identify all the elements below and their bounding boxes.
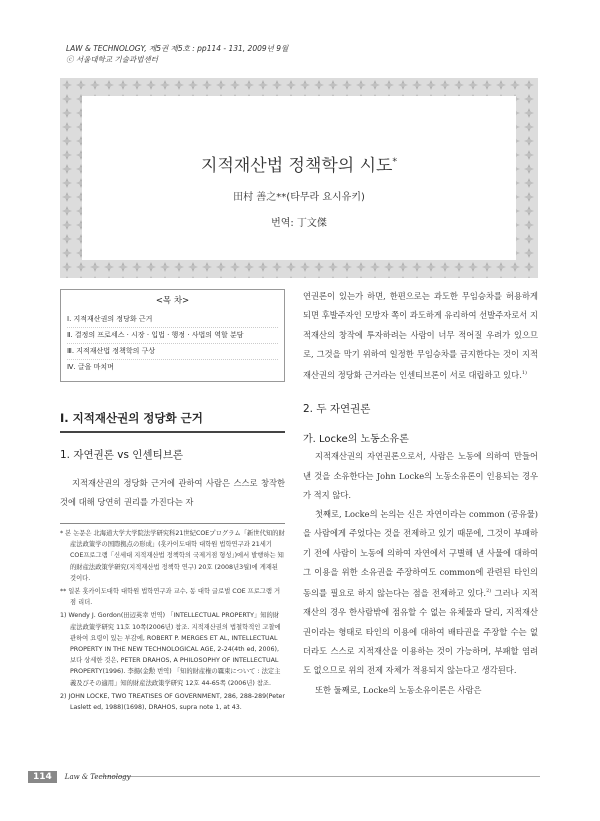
- table-of-contents: [60, 289, 285, 382]
- paragraph: 또한 둘째로, Locke의 노동소유이론은 사람은: [315, 684, 482, 695]
- subsection-heading: 2. 두 자연권론: [303, 403, 371, 416]
- paragraph: 첫째로, Locke의 논의는 신은 자연이라는 common (공유물)을 사람에게 주었다는 것을 전제하고 있기 때문에, 그것이 부패하기 전에 사람이 노동에 의하여 자연에서 구별해 낸 사물에 대하여 그 이용을 위한 소유권을 주장하여도 common에 관련된 타인의 동의를 필요로 하지 않는다는 점을 전제하고 있다.$^{2)}$ 그러나 지적재산의 경우 한사람밖에 점유할 수 없는 유체물과 달리, 지적재산권이라는 형태로 타인의 이용에 대하여 배타권을 주장할 수는 없더라도 스스로 지적재산을 이용하는 것이 가능하며, 부패할 염려도 없으므로 위의 전제 자체가 적용되지 않는다고 생각된다.: [303, 509, 538, 676]
- page-number: 114: [28, 771, 57, 783]
- footnote: ** 일본 홋카이도대학 대학원 법학연구과 교수, 동 대학 글로벌 COE 프로그램 거점 리더.: [60, 588, 281, 607]
- footer-journal: Law & Technology: [64, 772, 131, 781]
- footnote: 1) Wendy J. Gordon(田辺英幸 번역) 「INTELLECTUAL PROPERTY」知的財産法政策学研究 11호 10쪽(2006년) 참조. 지적재산권의 법철학적인 고찰에 관하여 요령이 있는 부감에, ROBERT P. MERGES ET AL, INTELLECTUAL PROPERTY IN THE NEW TECHNOLOGICAL AGE, 2-24(4th ed, 2006), 보다 상세한 것은, PETER DRAHOS, A PHILOSOPHY OF INTELLECTUAL PROPERTY(1996). 李揚(金勲 번역) 「知的財産権の羈束について : 法定主義及びその適用」知的財産法政策学研究 12호 44-65쪽 (2006년) 참조.: [60, 612, 281, 687]
- footnotes: [60, 523, 285, 715]
- journal-header: [66, 43, 288, 65]
- footnote: 2) JOHN LOCKE, TWO TREATISES OF GOVERNMENT, 286, 288-289(Peter Laslett ed, 1988)(1698), DRAHOS, supra note 1, at 43.: [60, 692, 286, 712]
- paragraph: 연권론이 있는가 하면, 한편으로는 과도한 무임승차를 허용하게 되면 후발주자인 모방자 쪽이 과도하게 유리하여 선발주자로서 지적재산의 창작에 투자하려는 사람이 너무 적어질 우려가 있으므로, 그것을 막기 위하여 일정한 무임승차를 금지한다는 것이 지적재산권의 정당화 근거라는 인센티브론이 서로 대립하고 있다.$^{1)}$: [303, 291, 538, 380]
- left-column: [60, 287, 285, 513]
- article-title: 지적재산법 정책학의 시도*: [201, 156, 397, 176]
- body-paragraph: [60, 474, 285, 513]
- translator: 번역: 丁文傑: [271, 218, 327, 229]
- body-paragraphs: [303, 447, 538, 700]
- title-footnote-mark: *: [392, 157, 397, 168]
- footnote: * 본 논문은 北海道大学大学院法学研究科21世紀COEプログラム「新世代知的財産法政策学の国際拠点の形成」(홋카이도대학 대학원 법학연구과 21세기COE프로그램「신세대 지적재산법 정책학의 국제거점 형성」)에서 발행하는 知的財産法政策学研究(지적재산법 정책학 연구) 20호 (2008년3월)에 게재된 것이다.: [60, 530, 285, 582]
- toc-item: Ⅱ. 결정의 프로세스 · 시장 · 입법 · 행정 · 사법의 역할 분담: [67, 328, 278, 344]
- toc-item: Ⅳ. 글을 마치며: [67, 363, 114, 371]
- body-paragraph: [303, 287, 538, 385]
- subsubsection-heading: 가. Locke의 노동소유론: [303, 434, 409, 446]
- footnote-ref: 2): [486, 588, 492, 595]
- publisher-line: ⓒ 서울대학교 기술과법센터: [66, 55, 158, 64]
- section-heading: Ⅰ. 지적재산권의 정당화 근거: [60, 410, 285, 433]
- subsection-heading: 1. 자연권론 vs 인센티브론: [60, 449, 184, 461]
- toc-heading: <목 차>: [155, 296, 190, 306]
- page-footer: [28, 769, 131, 784]
- title-banner: [60, 78, 538, 278]
- toc-item: Ⅰ. 지적재산권의 정당화 근거: [67, 312, 278, 328]
- paragraph: 지적재산권의 자연권론으로서, 사람은 노동에 의하여 만들어 낸 것을 소유한다는 John Locke의 노동소유론이 인용되는 경우가 적지 않다.: [303, 451, 538, 500]
- footer-rule: [100, 776, 540, 777]
- journal-citation: LAW & TECHNOLOGY, 제5권 제5호 : pp114 - 131, 2009년 9월: [66, 44, 289, 53]
- toc-item: Ⅲ. 지적재산법 정책학의 구상: [67, 344, 278, 360]
- paragraph: 지적재산권의 정당화 근거에 관하여 사람은 스스로 창작한 것에 대해 당연히 권리를 가진다는 자: [60, 478, 285, 508]
- author: 田村 善之**(타무라 요시유키): [233, 192, 365, 203]
- right-column: [303, 287, 538, 700]
- title-box: [82, 96, 516, 260]
- footnote-ref: 1): [521, 370, 527, 377]
